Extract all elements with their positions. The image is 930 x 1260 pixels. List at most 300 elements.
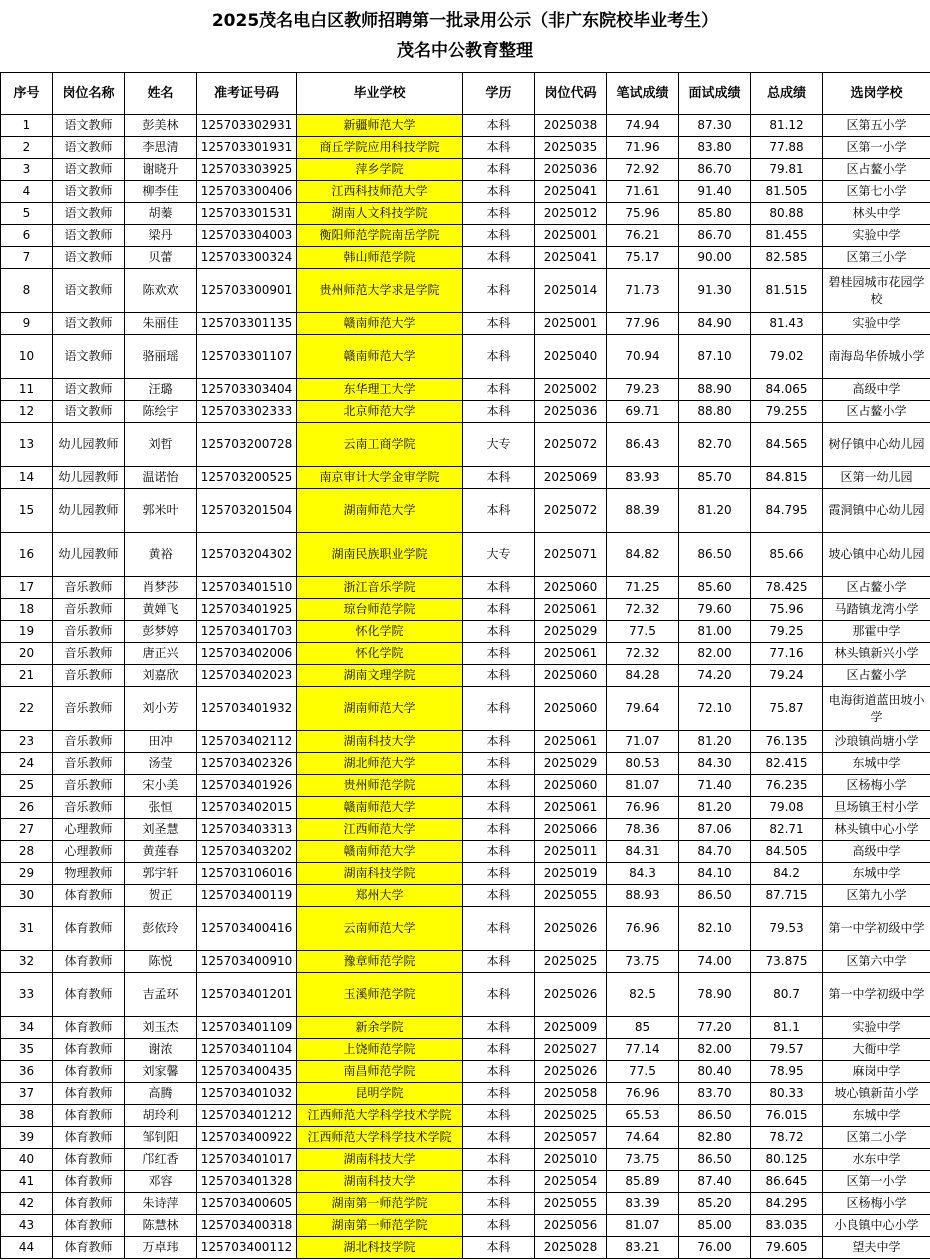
- cell-total-score: 84.295: [751, 1193, 823, 1215]
- cell-position-code: 2025071: [535, 533, 607, 577]
- cell-name: 刘小芳: [125, 687, 197, 731]
- table-row: [1, 1149, 930, 1171]
- cell-position-code: 2025061: [535, 599, 607, 621]
- cell-position: 体育教师: [53, 1017, 125, 1039]
- cell-name: 肖梦莎: [125, 577, 197, 599]
- table-row: [1, 775, 930, 797]
- cell-graduate-school: 赣南师范大学: [297, 797, 463, 819]
- cell-ticket-number: 125703301931: [197, 137, 297, 159]
- table-row: [1, 137, 930, 159]
- cell-ticket-number: 125703403313: [197, 819, 297, 841]
- cell-written-score: 84.31: [607, 841, 679, 863]
- cell-interview-score: 86.50: [679, 1149, 751, 1171]
- cell-interview-score: 83.70: [679, 1083, 751, 1105]
- table-row: [1, 643, 930, 665]
- cell-name: 郭宇轩: [125, 863, 197, 885]
- cell-graduate-school: 湖北科技学院: [297, 1237, 463, 1259]
- cell-index: 21: [1, 665, 53, 687]
- cell-graduate-school: 南京审计大学金审学院: [297, 467, 463, 489]
- table-row: [1, 203, 930, 225]
- cell-index: 43: [1, 1215, 53, 1237]
- cell-total-score: 87.715: [751, 885, 823, 907]
- cell-assigned-school: 马踏镇龙湾小学: [823, 599, 930, 621]
- cell-ticket-number: 125703402015: [197, 797, 297, 819]
- cell-total-score: 81.505: [751, 181, 823, 203]
- cell-position: 体育教师: [53, 1083, 125, 1105]
- cell-position-code: 2025054: [535, 1171, 607, 1193]
- cell-education: 本科: [463, 599, 535, 621]
- cell-index: 30: [1, 885, 53, 907]
- cell-graduate-school: 昆明学院: [297, 1083, 463, 1105]
- cell-interview-score: 81.20: [679, 797, 751, 819]
- cell-interview-score: 74.20: [679, 665, 751, 687]
- cell-position-code: 2025027: [535, 1039, 607, 1061]
- cell-written-score: 83.39: [607, 1193, 679, 1215]
- cell-assigned-school: 水东中学: [823, 1149, 930, 1171]
- cell-position: 体育教师: [53, 1149, 125, 1171]
- cell-total-score: 75.87: [751, 687, 823, 731]
- table-row: [1, 665, 930, 687]
- cell-position: 音乐教师: [53, 665, 125, 687]
- cell-index: 44: [1, 1237, 53, 1259]
- cell-position-code: 2025069: [535, 467, 607, 489]
- cell-index: 31: [1, 907, 53, 951]
- cell-written-score: 76.21: [607, 225, 679, 247]
- cell-written-score: 80.53: [607, 753, 679, 775]
- cell-assigned-school: 高级中学: [823, 841, 930, 863]
- cell-assigned-school: 东城中学: [823, 863, 930, 885]
- cell-assigned-school: 区占鳌小学: [823, 401, 930, 423]
- table-row: [1, 489, 930, 533]
- cell-interview-score: 81.20: [679, 489, 751, 533]
- cell-assigned-school: 林头镇新兴小学: [823, 643, 930, 665]
- cell-written-score: 85.89: [607, 1171, 679, 1193]
- cell-position-code: 2025055: [535, 1193, 607, 1215]
- cell-education: 本科: [463, 1039, 535, 1061]
- cell-education: 本科: [463, 687, 535, 731]
- table-row: [1, 181, 930, 203]
- table-row: [1, 753, 930, 775]
- cell-graduate-school: 湖北师范大学: [297, 753, 463, 775]
- cell-position-code: 2025014: [535, 269, 607, 313]
- cell-graduate-school: 湖南科技大学: [297, 1171, 463, 1193]
- cell-interview-score: 85.60: [679, 577, 751, 599]
- results-table: [0, 72, 930, 1259]
- cell-name: 谢晓升: [125, 159, 197, 181]
- table-row: [1, 401, 930, 423]
- cell-position-code: 2025025: [535, 1105, 607, 1127]
- cell-position: 音乐教师: [53, 577, 125, 599]
- cell-index: 19: [1, 621, 53, 643]
- cell-position-code: 2025061: [535, 643, 607, 665]
- cell-index: 14: [1, 467, 53, 489]
- cell-assigned-school: 那霍中学: [823, 621, 930, 643]
- cell-education: 本科: [463, 731, 535, 753]
- cell-assigned-school: 区第五小学: [823, 115, 930, 137]
- table-row: [1, 533, 930, 577]
- cell-position-code: 2025035: [535, 137, 607, 159]
- table-row: [1, 1039, 930, 1061]
- cell-name: 邓容: [125, 1171, 197, 1193]
- cell-education: 本科: [463, 1127, 535, 1149]
- cell-position: 音乐教师: [53, 731, 125, 753]
- cell-ticket-number: 125703401703: [197, 621, 297, 643]
- cell-education: 本科: [463, 643, 535, 665]
- cell-graduate-school: 赣南师范大学: [297, 841, 463, 863]
- cell-index: 8: [1, 269, 53, 313]
- cell-graduate-school: 湖南民族职业学院: [297, 533, 463, 577]
- cell-assigned-school: 电海街道蓝田坡小学: [823, 687, 930, 731]
- cell-index: 28: [1, 841, 53, 863]
- cell-written-score: 84.82: [607, 533, 679, 577]
- cell-graduate-school: 浙江音乐学院: [297, 577, 463, 599]
- cell-ticket-number: 125703402023: [197, 665, 297, 687]
- cell-education: 本科: [463, 401, 535, 423]
- cell-total-score: 83.035: [751, 1215, 823, 1237]
- cell-written-score: 74.94: [607, 115, 679, 137]
- cell-education: 本科: [463, 115, 535, 137]
- cell-position: 体育教师: [53, 1215, 125, 1237]
- cell-name: 朱诗萍: [125, 1193, 197, 1215]
- cell-written-score: 71.96: [607, 137, 679, 159]
- cell-graduate-school: 郑州大学: [297, 885, 463, 907]
- cell-position-code: 2025002: [535, 379, 607, 401]
- cell-education: 本科: [463, 1171, 535, 1193]
- cell-written-score: 78.36: [607, 819, 679, 841]
- cell-total-score: 81.515: [751, 269, 823, 313]
- cell-name: 郭米叶: [125, 489, 197, 533]
- cell-index: 32: [1, 951, 53, 973]
- cell-name: 刘玉杰: [125, 1017, 197, 1039]
- table-row: [1, 731, 930, 753]
- cell-written-score: 72.32: [607, 643, 679, 665]
- cell-position-code: 2025026: [535, 1061, 607, 1083]
- cell-education: 本科: [463, 1017, 535, 1039]
- cell-interview-score: 87.30: [679, 115, 751, 137]
- cell-interview-score: 84.90: [679, 313, 751, 335]
- cell-position-code: 2025040: [535, 335, 607, 379]
- cell-total-score: 79.81: [751, 159, 823, 181]
- cell-assigned-school: 第一中学初级中学: [823, 907, 930, 951]
- cell-interview-score: 79.60: [679, 599, 751, 621]
- table-row: [1, 907, 930, 951]
- cell-name: 梁丹: [125, 225, 197, 247]
- table-row: [1, 335, 930, 379]
- cell-name: 胡蓁: [125, 203, 197, 225]
- cell-assigned-school: 区第三小学: [823, 247, 930, 269]
- cell-total-score: 76.015: [751, 1105, 823, 1127]
- cell-index: 13: [1, 423, 53, 467]
- cell-assigned-school: 区第九小学: [823, 885, 930, 907]
- cell-position-code: 2025036: [535, 401, 607, 423]
- cell-graduate-school: 云南工商学院: [297, 423, 463, 467]
- cell-ticket-number: 125703400922: [197, 1127, 297, 1149]
- cell-index: 17: [1, 577, 53, 599]
- cell-education: 本科: [463, 203, 535, 225]
- cell-interview-score: 86.50: [679, 885, 751, 907]
- cell-graduate-school: 上饶师范学院: [297, 1039, 463, 1061]
- cell-graduate-school: 湖南师范大学: [297, 489, 463, 533]
- cell-total-score: 78.95: [751, 1061, 823, 1083]
- cell-written-score: 69.71: [607, 401, 679, 423]
- cell-total-score: 86.645: [751, 1171, 823, 1193]
- cell-graduate-school: 豫章师范学院: [297, 951, 463, 973]
- cell-interview-score: 84.70: [679, 841, 751, 863]
- cell-assigned-school: 区占鳌小学: [823, 577, 930, 599]
- cell-position: 音乐教师: [53, 797, 125, 819]
- cell-assigned-school: 坡心镇新苗小学: [823, 1083, 930, 1105]
- cell-index: 4: [1, 181, 53, 203]
- table-row: [1, 423, 930, 467]
- table-row: [1, 797, 930, 819]
- cell-ticket-number: 125703400910: [197, 951, 297, 973]
- cell-ticket-number: 125703401510: [197, 577, 297, 599]
- cell-ticket-number: 125703301107: [197, 335, 297, 379]
- cell-ticket-number: 125703402006: [197, 643, 297, 665]
- cell-graduate-school: 江西科技师范大学: [297, 181, 463, 203]
- header-total-score: 总成绩: [751, 73, 823, 115]
- cell-assigned-school: 区第一小学: [823, 137, 930, 159]
- cell-written-score: 77.5: [607, 1061, 679, 1083]
- cell-education: 本科: [463, 489, 535, 533]
- cell-ticket-number: 125703400318: [197, 1215, 297, 1237]
- cell-name: 刘圣慧: [125, 819, 197, 841]
- cell-ticket-number: 125703402112: [197, 731, 297, 753]
- table-row: [1, 885, 930, 907]
- cell-total-score: 84.2: [751, 863, 823, 885]
- cell-assigned-school: 旦场镇王村小学: [823, 797, 930, 819]
- cell-index: 1: [1, 115, 53, 137]
- cell-assigned-school: 高级中学: [823, 379, 930, 401]
- cell-interview-score: 80.40: [679, 1061, 751, 1083]
- cell-written-score: 84.28: [607, 665, 679, 687]
- cell-total-score: 79.25: [751, 621, 823, 643]
- cell-name: 谢浓: [125, 1039, 197, 1061]
- cell-index: 3: [1, 159, 53, 181]
- cell-position-code: 2025061: [535, 797, 607, 819]
- table-row: [1, 1215, 930, 1237]
- cell-total-score: 75.96: [751, 599, 823, 621]
- cell-graduate-school: 萍乡学院: [297, 159, 463, 181]
- cell-total-score: 79.24: [751, 665, 823, 687]
- cell-position: 音乐教师: [53, 621, 125, 643]
- cell-position-code: 2025001: [535, 313, 607, 335]
- cell-interview-score: 81.00: [679, 621, 751, 643]
- cell-total-score: 82.415: [751, 753, 823, 775]
- cell-assigned-school: 大衙中学: [823, 1039, 930, 1061]
- cell-position-code: 2025029: [535, 753, 607, 775]
- cell-written-score: 77.96: [607, 313, 679, 335]
- cell-total-score: 80.7: [751, 973, 823, 1017]
- cell-education: 本科: [463, 1237, 535, 1259]
- table-row: [1, 599, 930, 621]
- cell-position-code: 2025038: [535, 115, 607, 137]
- cell-written-score: 86.43: [607, 423, 679, 467]
- cell-position: 体育教师: [53, 1237, 125, 1259]
- cell-education: 本科: [463, 819, 535, 841]
- cell-index: 35: [1, 1039, 53, 1061]
- cell-total-score: 78.425: [751, 577, 823, 599]
- cell-total-score: 76.235: [751, 775, 823, 797]
- cell-ticket-number: 125703401017: [197, 1149, 297, 1171]
- cell-graduate-school: 新余学院: [297, 1017, 463, 1039]
- cell-ticket-number: 125703301531: [197, 203, 297, 225]
- cell-ticket-number: 125703300324: [197, 247, 297, 269]
- cell-position-code: 2025025: [535, 951, 607, 973]
- cell-position: 语文教师: [53, 137, 125, 159]
- cell-position-code: 2025011: [535, 841, 607, 863]
- cell-index: 24: [1, 753, 53, 775]
- cell-position-code: 2025009: [535, 1017, 607, 1039]
- cell-position-code: 2025060: [535, 687, 607, 731]
- cell-education: 本科: [463, 247, 535, 269]
- cell-education: 本科: [463, 621, 535, 643]
- cell-written-score: 72.32: [607, 599, 679, 621]
- table-row: [1, 1127, 930, 1149]
- cell-name: 柳李佳: [125, 181, 197, 203]
- cell-position: 体育教师: [53, 951, 125, 973]
- cell-assigned-school: 区杨梅小学: [823, 775, 930, 797]
- cell-total-score: 81.455: [751, 225, 823, 247]
- cell-name: 田冲: [125, 731, 197, 753]
- cell-index: 23: [1, 731, 53, 753]
- cell-ticket-number: 125703401032: [197, 1083, 297, 1105]
- header-graduate-school: 毕业学校: [297, 73, 463, 115]
- cell-ticket-number: 125703401925: [197, 599, 297, 621]
- cell-interview-score: 91.30: [679, 269, 751, 313]
- cell-total-score: 79.08: [751, 797, 823, 819]
- cell-index: 10: [1, 335, 53, 379]
- cell-total-score: 81.1: [751, 1017, 823, 1039]
- cell-written-score: 82.5: [607, 973, 679, 1017]
- cell-name: 张恒: [125, 797, 197, 819]
- cell-ticket-number: 125703302931: [197, 115, 297, 137]
- cell-position-code: 2025028: [535, 1237, 607, 1259]
- table-row: [1, 115, 930, 137]
- cell-name: 温诺怡: [125, 467, 197, 489]
- cell-interview-score: 81.20: [679, 731, 751, 753]
- cell-index: 42: [1, 1193, 53, 1215]
- cell-ticket-number: 125703401104: [197, 1039, 297, 1061]
- header-index: 序号: [1, 73, 53, 115]
- table-row: [1, 819, 930, 841]
- cell-index: 38: [1, 1105, 53, 1127]
- cell-written-score: 73.75: [607, 1149, 679, 1171]
- cell-ticket-number: 125703106016: [197, 863, 297, 885]
- cell-index: 18: [1, 599, 53, 621]
- cell-position: 体育教师: [53, 1193, 125, 1215]
- cell-name: 陈慧林: [125, 1215, 197, 1237]
- cell-graduate-school: 东华理工大学: [297, 379, 463, 401]
- cell-position-code: 2025029: [535, 621, 607, 643]
- header-written-score: 笔试成绩: [607, 73, 679, 115]
- table-row: [1, 841, 930, 863]
- cell-name: 骆丽瑶: [125, 335, 197, 379]
- cell-position-code: 2025041: [535, 181, 607, 203]
- cell-total-score: 84.505: [751, 841, 823, 863]
- table-row: [1, 313, 930, 335]
- cell-education: 本科: [463, 1149, 535, 1171]
- cell-position: 体育教师: [53, 1127, 125, 1149]
- cell-total-score: 80.125: [751, 1149, 823, 1171]
- cell-position: 音乐教师: [53, 687, 125, 731]
- cell-written-score: 71.07: [607, 731, 679, 753]
- table-row: [1, 269, 930, 313]
- cell-name: 彭依玲: [125, 907, 197, 951]
- cell-name: 彭美林: [125, 115, 197, 137]
- cell-name: 黄婵飞: [125, 599, 197, 621]
- cell-written-score: 70.94: [607, 335, 679, 379]
- cell-graduate-school: 商丘学院应用科技学院: [297, 137, 463, 159]
- cell-assigned-school: 实验中学: [823, 1017, 930, 1039]
- cell-total-score: 79.255: [751, 401, 823, 423]
- cell-total-score: 79.57: [751, 1039, 823, 1061]
- cell-interview-score: 88.90: [679, 379, 751, 401]
- cell-graduate-school: 贵州师范学院: [297, 775, 463, 797]
- cell-total-score: 77.88: [751, 137, 823, 159]
- cell-graduate-school: 湖南科技大学: [297, 1149, 463, 1171]
- cell-graduate-school: 湖南人文科技学院: [297, 203, 463, 225]
- table-header-row: [1, 73, 930, 115]
- cell-total-score: 73.875: [751, 951, 823, 973]
- cell-written-score: 88.39: [607, 489, 679, 533]
- cell-assigned-school: 区第二小学: [823, 1127, 930, 1149]
- cell-graduate-school: 南昌师范学院: [297, 1061, 463, 1083]
- cell-position: 语文教师: [53, 225, 125, 247]
- cell-graduate-school: 怀化学院: [297, 643, 463, 665]
- cell-assigned-school: 麻岗中学: [823, 1061, 930, 1083]
- cell-interview-score: 91.40: [679, 181, 751, 203]
- cell-interview-score: 86.70: [679, 225, 751, 247]
- cell-position-code: 2025060: [535, 577, 607, 599]
- cell-interview-score: 88.80: [679, 401, 751, 423]
- cell-education: 本科: [463, 137, 535, 159]
- cell-education: 本科: [463, 1215, 535, 1237]
- cell-interview-score: 82.70: [679, 423, 751, 467]
- cell-position-code: 2025019: [535, 863, 607, 885]
- cell-total-score: 76.135: [751, 731, 823, 753]
- cell-assigned-school: 区占鳌小学: [823, 665, 930, 687]
- cell-ticket-number: 125703400119: [197, 885, 297, 907]
- table-row: [1, 1193, 930, 1215]
- cell-total-score: 79.605: [751, 1237, 823, 1259]
- cell-name: 朱丽佳: [125, 313, 197, 335]
- cell-index: 22: [1, 687, 53, 731]
- table-row: [1, 1017, 930, 1039]
- cell-name: 汤莹: [125, 753, 197, 775]
- cell-written-score: 83.21: [607, 1237, 679, 1259]
- cell-total-score: 84.565: [751, 423, 823, 467]
- cell-name: 贝蕾: [125, 247, 197, 269]
- header-education: 学历: [463, 73, 535, 115]
- cell-written-score: 77.14: [607, 1039, 679, 1061]
- cell-position: 心理教师: [53, 819, 125, 841]
- cell-position-code: 2025010: [535, 1149, 607, 1171]
- cell-total-score: 82.585: [751, 247, 823, 269]
- cell-written-score: 65.53: [607, 1105, 679, 1127]
- cell-name: 高腾: [125, 1083, 197, 1105]
- cell-education: 本科: [463, 951, 535, 973]
- cell-education: 本科: [463, 797, 535, 819]
- cell-graduate-school: 云南师范大学: [297, 907, 463, 951]
- cell-ticket-number: 125703201504: [197, 489, 297, 533]
- cell-graduate-school: 赣南师范大学: [297, 335, 463, 379]
- cell-written-score: 79.64: [607, 687, 679, 731]
- cell-name: 陈绘宇: [125, 401, 197, 423]
- table-row: [1, 973, 930, 1017]
- cell-assigned-school: 第一中学初级中学: [823, 973, 930, 1017]
- cell-total-score: 84.065: [751, 379, 823, 401]
